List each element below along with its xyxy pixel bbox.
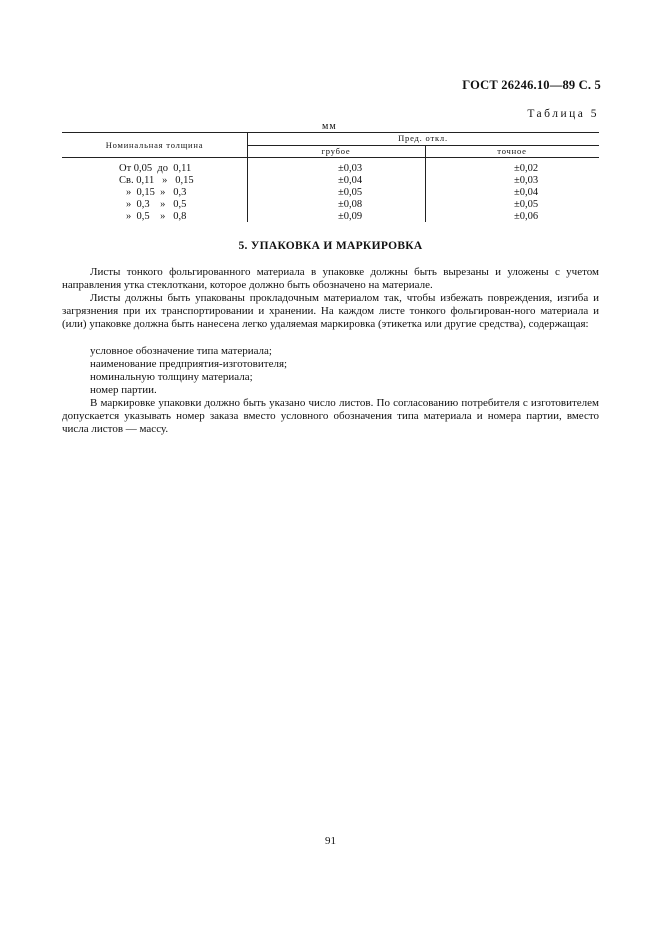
header-bottom-rule: [62, 157, 599, 158]
rough-cell: ±0,08: [338, 199, 363, 210]
header-rough: грубое: [321, 146, 351, 156]
fine-cell: ±0,02: [514, 163, 539, 174]
table-label: Таблица 5: [527, 108, 599, 120]
paragraph-3: В маркировке упаковки должно быть указано число листов. По согласованию потребителя с изготовителем допускается указывать номер заказа вместо условного обозначения типа материала и номера партии, вместо числа листов — массу.: [62, 397, 599, 436]
nominal-cell: Св. 0,11 » 0,15: [119, 175, 194, 186]
rough-cell: ±0,04: [338, 175, 363, 186]
page-number: 91: [325, 835, 336, 847]
nominal-cell: » 0,5 » 0,8: [126, 211, 187, 222]
fine-cell: ±0,05: [514, 199, 539, 210]
nominal-cell: » 0,15 » 0,3: [126, 187, 187, 198]
paragraph-1: Листы тонкого фольгированного материала в упаковке должны быть вырезаны и уложены с учетом направления утка стеклоткани, которое должно быть обозначено на материале.: [62, 266, 599, 292]
document-reference: ГОСТ 26246.10—89 С. 5: [462, 78, 601, 92]
tolerance-table: [62, 132, 599, 222]
fine-cell: ±0,04: [514, 187, 539, 198]
rough-cell: ±0,05: [338, 187, 363, 198]
rough-cell: ±0,09: [338, 211, 363, 222]
column-divider-2: [425, 145, 426, 222]
header-fine: точное: [497, 146, 527, 156]
nominal-cell: » 0,3 » 0,5: [126, 199, 187, 210]
fine-cell: ±0,03: [514, 175, 539, 186]
section-title: 5. УПАКОВКА И МАРКИРОВКА: [238, 240, 423, 252]
list-item: номер партии.: [90, 384, 157, 396]
fine-cell: ±0,06: [514, 211, 539, 222]
nominal-cell: От 0,05 до 0,11: [119, 163, 192, 174]
header-nominal-thickness: Номинальная толщина: [105, 140, 204, 150]
rough-cell: ±0,03: [338, 163, 363, 174]
paragraph-2: Листы должны быть упакованы прокладочным материалом так, чтобы избежать повреждения, изгиба и загрязнения при их транспортировании и хранении. На каждом листе тонкого фольгирован-ного материала и (или) упаковке должна быть нанесена легко удаляемая маркировка (этикетка или другие средства), содержащая:: [62, 292, 599, 331]
list-item: номинальную толщину материала;: [90, 371, 253, 383]
list-item: наименование предприятия-изготовителя;: [90, 358, 288, 370]
list-item: условное обозначение типа материала;: [90, 345, 272, 357]
table-unit: мм: [322, 121, 337, 132]
header-tolerance-group: Пред. откл.: [398, 133, 448, 143]
